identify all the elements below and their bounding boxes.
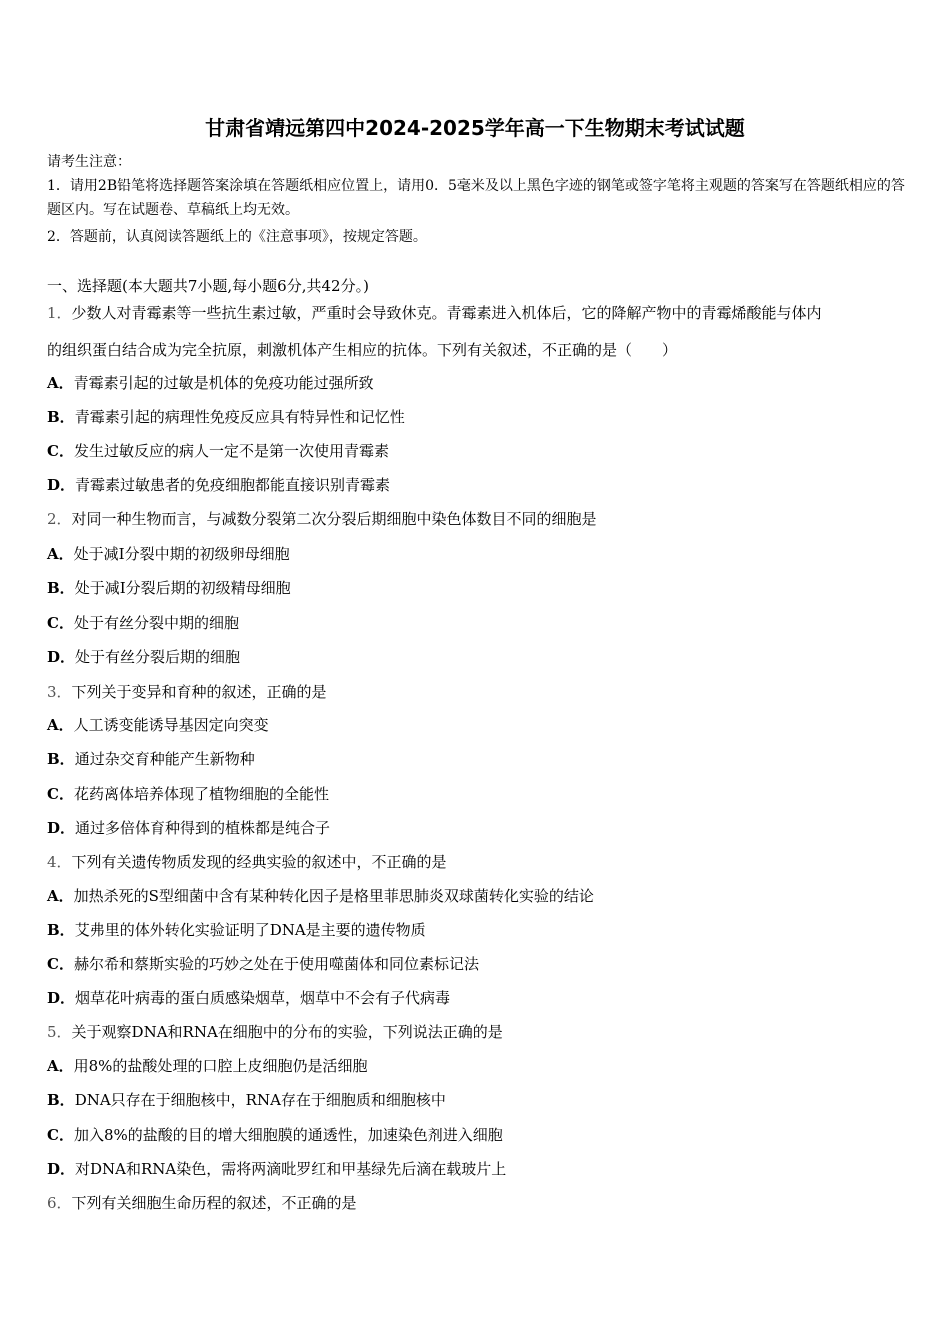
option-label: A． (47, 1057, 74, 1075)
question-4-option-d (47, 987, 917, 1008)
option-label: A． (47, 887, 74, 905)
question-stem-text: 关于观察DNA和RNA在细胞中的分布的实验，下列说法正确的是 (71, 1023, 503, 1041)
question-1-stem-continued: 的组织蛋白结合成为完全抗原，刺激机体产生相应的抗体。下列有关叙述，不正确的是（ ） (47, 341, 678, 359)
option-label: B． (47, 408, 75, 426)
option-text: 加热杀死的S型细菌中含有某种转化因子是格里菲思肺炎双球菌转化实验的结论 (73, 887, 594, 905)
question-stem-text: 下列有关遗传物质发现的经典实验的叙述中，不正确的是 (71, 853, 447, 871)
option-text: 人工诱变能诱导基因定向突变 (73, 716, 269, 734)
question-4-option-b (47, 919, 917, 940)
option-text: 烟草花叶病毒的蛋白质感染烟草，烟草中不会有子代病毒 (75, 989, 451, 1007)
question-5-option-c (47, 1124, 917, 1145)
option-label: D． (47, 989, 76, 1007)
option-text: 处于减Ⅰ分裂后期的初级精母细胞 (74, 579, 291, 597)
question-3-option-d (47, 817, 917, 838)
option-label: C． (47, 955, 74, 973)
notice-heading: 请考生注意： (47, 154, 131, 170)
question-2-option-b (47, 577, 917, 598)
option-label: B． (47, 921, 75, 939)
option-label: D． (47, 819, 76, 837)
option-text: 加入8%的盐酸的目的增大细胞膜的通透性，加速染色剂进入细胞 (73, 1126, 503, 1144)
option-text: 艾弗里的体外转化实验证明了DNA是主要的遗传物质 (74, 921, 426, 939)
option-text: 花药离体培养体现了植物细胞的全能性 (73, 785, 329, 803)
question-3-option-b (47, 748, 917, 769)
option-label: B． (47, 579, 75, 597)
question-2-option-d (47, 646, 917, 667)
question-number: 4． (47, 853, 72, 871)
option-text: 用8%的盐酸处理的口腔上皮细胞仍是活细胞 (73, 1057, 368, 1075)
option-label: A． (47, 716, 74, 734)
question-5-option-b (47, 1089, 917, 1110)
question-5-stem (47, 1021, 917, 1042)
page-title: 甘肃省靖远第四中2024-2025学年高一下生物期末考试试题 (205, 116, 745, 140)
option-text: 对DNA和RNA染色，需将两滴吡罗红和甲基绿先后滴在载玻片上 (75, 1160, 507, 1178)
question-1-option-c (47, 440, 917, 461)
question-5-option-a (47, 1055, 917, 1076)
option-label: B． (47, 1091, 75, 1109)
option-text: 青霉素引起的过敏是机体的免疫功能过强所致 (73, 374, 374, 392)
option-label: C． (47, 1126, 74, 1144)
option-text: DNA只存在于细胞核中，RNA存在于细胞质和细胞核中 (74, 1091, 446, 1109)
question-3-stem (47, 681, 917, 702)
option-label: D． (47, 1160, 76, 1178)
question-1-option-d (47, 474, 917, 495)
option-text: 处于减Ⅰ分裂中期的初级卵母细胞 (73, 545, 290, 563)
option-label: B． (47, 750, 75, 768)
question-1-option-a (47, 372, 917, 393)
question-3-option-c (47, 783, 917, 804)
question-stem-text: 下列关于变异和育种的叙述，正确的是 (71, 683, 327, 701)
question-4-stem (47, 851, 917, 872)
question-number: 6． (47, 1194, 72, 1212)
option-label: D． (47, 648, 76, 666)
question-number: 5． (47, 1023, 72, 1041)
option-label: C． (47, 614, 74, 632)
question-3-option-a (47, 714, 917, 735)
option-text: 通过多倍体育种得到的植株都是纯合子 (75, 819, 331, 837)
question-1-stem (47, 302, 917, 323)
option-text: 赫尔希和蔡斯实验的巧妙之处在于使用噬菌体和同位素标记法 (73, 955, 479, 973)
question-2-option-a (47, 543, 917, 564)
question-4-option-c (47, 953, 917, 974)
option-text: 处于有丝分裂中期的细胞 (73, 614, 239, 632)
question-6-stem (47, 1192, 917, 1213)
option-text: 通过杂交育种能产生新物种 (74, 750, 255, 768)
question-number: 1． (47, 304, 72, 322)
question-stem-text: 对同一种生物而言，与减数分裂第二次分裂后期细胞中染色体数目不同的细胞是 (71, 510, 597, 528)
question-1-option-b (47, 406, 917, 427)
question-2-option-c (47, 612, 917, 633)
question-4-option-a (47, 885, 917, 906)
option-label: C． (47, 442, 74, 460)
question-5-option-d (47, 1158, 917, 1179)
notice-item-2: 2．答题前，认真阅读答题纸上的《注意事项》，按规定答题。 (47, 229, 427, 245)
option-label: D． (47, 476, 76, 494)
option-label: A． (47, 545, 74, 563)
notice-item-1: 1．请用2B铅笔将选择题答案涂填在答题纸相应位置上，请用0．5毫米及以上黑色字迹的钢笔或签字笔将主观题的答案写在答题纸相应的答题区内。写在试题卷、草稿纸上均无效。 (47, 178, 905, 218)
option-text: 处于有丝分裂后期的细胞 (75, 648, 241, 666)
question-number: 3． (47, 683, 72, 701)
option-text: 青霉素过敏患者的免疫细胞都能直接识别青霉素 (75, 476, 391, 494)
option-label: A． (47, 374, 74, 392)
option-text: 青霉素引起的病理性免疫反应具有特异性和记忆性 (74, 408, 405, 426)
question-stem-text: 少数人对青霉素等一些抗生素过敏，严重时会导致休克。青霉素进入机体后，它的降解产物中的青霉烯酸能与体内 (71, 304, 822, 322)
question-2-stem (47, 508, 917, 529)
question-number: 2． (47, 510, 72, 528)
option-text: 发生过敏反应的病人一定不是第一次使用青霉素 (73, 442, 389, 460)
section-heading: 一、选择题(本大题共7小题,每小题6分,共42分。) (47, 277, 369, 295)
option-label: C． (47, 785, 74, 803)
question-stem-text: 下列有关细胞生命历程的叙述，不正确的是 (71, 1194, 357, 1212)
